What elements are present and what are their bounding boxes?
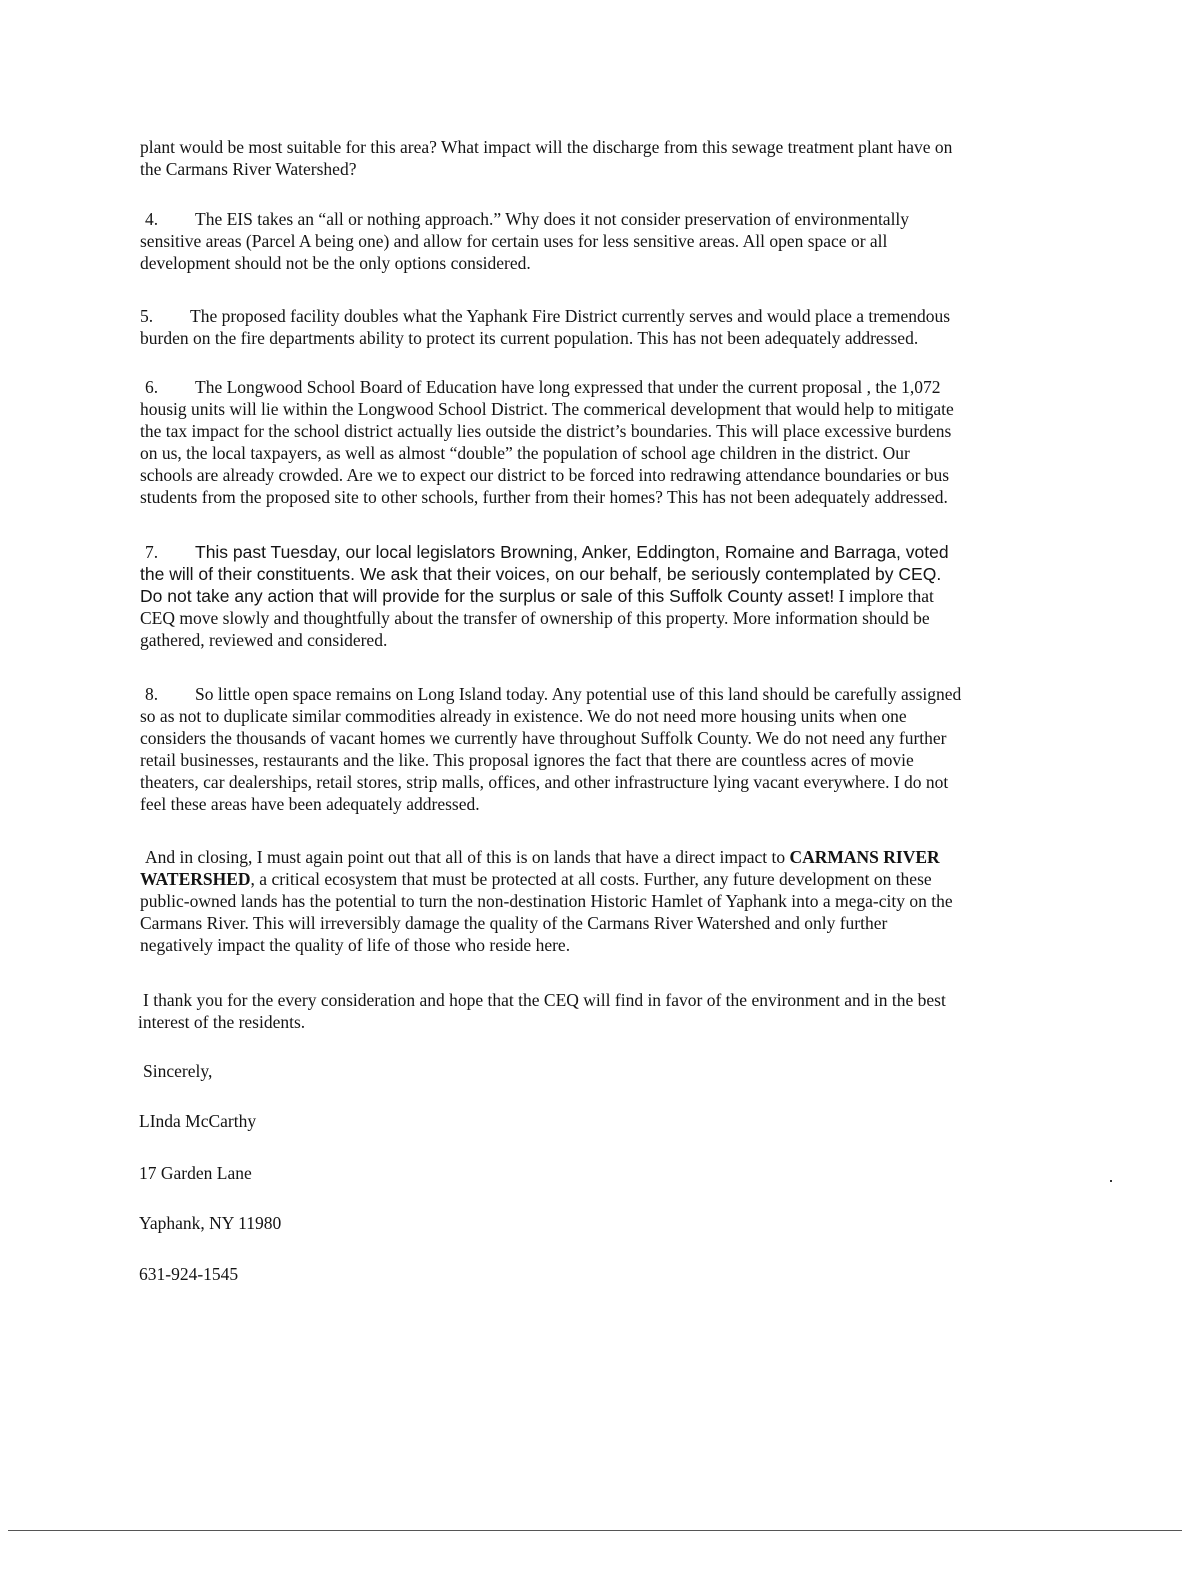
point-number: 6.	[145, 377, 159, 397]
text-line: the Carmans River Watershed?	[140, 159, 357, 179]
text-line: sensitive areas (Parcel A being one) and allow for certain uses for less sensitive areas. All open space or all	[140, 231, 888, 251]
text-line: gathered, reviewed and considered.	[140, 630, 388, 650]
text-line: the tax impact for the school district actually lies outside the district’s boundaries. This will place excessive burdens	[140, 421, 952, 441]
text-line: I thank you for the every consideration and hope that the CEQ will find in favor of the environment and in the best	[143, 990, 946, 1010]
text-line: , a critical ecosystem that must be protected at all costs. Further, any future development on these	[250, 869, 932, 889]
closing-paragraph	[140, 846, 1075, 956]
text-line: This past Tuesday, our local legislators Browning, Anker, Eddington, Romaine and Barraga, voted	[195, 542, 949, 562]
text-line: public-owned lands has the potential to turn the non-destination Historic Hamlet of Yaphank into a mega-city on the	[140, 891, 953, 911]
text-line: on us, the local taxpayers, as well as almost “double” the population of school age children in the district. Our	[140, 443, 910, 463]
phone-number: 631-924-1545	[139, 1264, 239, 1284]
point-number: 7.	[145, 542, 159, 562]
scan-speck	[1110, 1180, 1112, 1182]
text-line: Do not take any action that will provide for the surplus or sale of this Suffolk County asset!	[140, 586, 835, 606]
address-street: 17 Garden Lane	[139, 1163, 252, 1183]
page-divider	[8, 1530, 1182, 1531]
point-6	[140, 376, 1070, 508]
point-number: 8.	[145, 684, 159, 704]
text-line: The EIS takes an “all or nothing approach.” Why does it not consider preservation of environmentally	[195, 209, 910, 229]
bold-text: WATERSHED	[140, 869, 251, 889]
text-line: So little open space remains on Long Island today. Any potential use of this land should be carefully assigned	[195, 684, 962, 704]
text-line: And in closing, I must again point out that all of this is on lands that have a direct impact to	[145, 847, 790, 867]
text-line: I implore that	[834, 586, 934, 606]
point-4	[140, 208, 1070, 274]
text-line: plant would be most suitable for this area? What impact will the discharge from this sewage treatment plant have on	[140, 137, 953, 157]
text-line: feel these areas have been adequately addressed.	[140, 794, 480, 814]
salutation: Sincerely,	[143, 1061, 213, 1081]
text-line: The proposed facility doubles what the Yaphank Fire District currently serves and would place a tremendous	[190, 306, 951, 326]
text-line: The Longwood School Board of Education have long expressed that under the current proposal , the 1,072	[195, 377, 941, 397]
text-line: theaters, car dealerships, retail stores, strip malls, offices, and other infrastructure lying vacant everywhere. I do not	[140, 772, 949, 792]
point-8	[140, 683, 1070, 815]
thanks-paragraph	[138, 989, 1073, 1033]
point-7	[140, 541, 1070, 651]
point-number: 4.	[145, 209, 159, 229]
text-line: burden on the fire departments ability to protect its current population. This has not been adequately addressed.	[140, 328, 919, 348]
bold-text: CARMANS RIVER	[789, 847, 940, 867]
text-line: CEQ move slowly and thoughtfully about the transfer of ownership of this property. More information should be	[140, 608, 930, 628]
continuation-paragraph	[140, 136, 1070, 180]
text-line: schools are already crowded. Are we to expect our district to be forced into redrawing attendance boundaries or bus	[140, 465, 950, 485]
signer-name: LInda McCarthy	[139, 1111, 257, 1131]
text-line: retail businesses, restaurants and the like. This proposal ignores the fact that there are countless acres of movie	[140, 750, 914, 770]
address-city: Yaphank, NY 11980	[139, 1213, 282, 1233]
text-line: students from the proposed site to other schools, further from their homes? This has not been adequately addressed.	[140, 487, 948, 507]
point-5	[140, 305, 1070, 349]
text-line: the will of their constituents. We ask that their voices, on our behalf, be seriously contemplated by CEQ.	[140, 564, 942, 584]
text-line: Carmans River. This will irreversibly damage the quality of the Carmans River Watershed and only further	[140, 913, 888, 933]
text-line: so as not to duplicate similar commodities already in existence. We do not need more housing units when one	[140, 706, 907, 726]
text-line: negatively impact the quality of life of those who reside here.	[140, 935, 571, 955]
point-number: 5.	[140, 306, 154, 326]
text-line: interest of the residents.	[138, 1012, 306, 1032]
text-line: considers the thousands of vacant homes we currently have throughout Suffolk County. We do not need any further	[140, 728, 947, 748]
text-line: development should not be the only options considered.	[140, 253, 531, 273]
text-line: housig units will lie within the Longwood School District. The commerical development that would help to mitigate	[140, 399, 954, 419]
